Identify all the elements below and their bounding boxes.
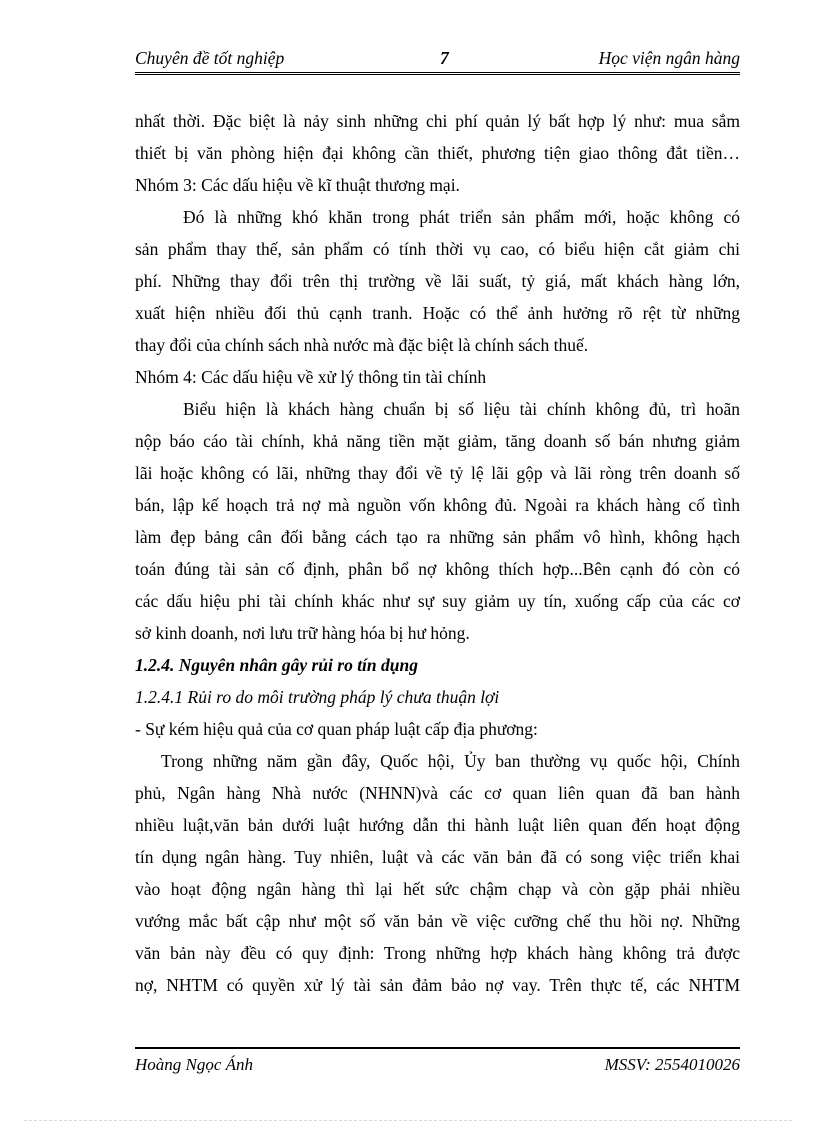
body-line: thiết bị văn phòng hiện đại không cần thiết, phương tiện giao thông đắt tiền…: [135, 143, 740, 163]
body-line: nợ, NHTM có quyền xử lý tài sản đảm bảo nợ vay. Trên thực tế, các NHTM: [135, 975, 740, 995]
group-heading: Nhóm 3: Các dấu hiệu về kĩ thuật thương mại.: [135, 175, 460, 195]
body-line: văn bản này đều có quy định: Trong những hợp khách hàng không trả được: [135, 943, 740, 963]
body-line: thay đổi của chính sách nhà nước mà đặc biệt là chính sách thuế.: [135, 335, 589, 355]
body-line: vào hoạt động ngân hàng thì lại hết sức chậm chạp và còn gặp phải nhiều: [135, 879, 740, 899]
body-line: nhiều luật,văn bản dưới luật hướng dẫn thi hành luật liên quan đến hoạt động: [135, 815, 740, 835]
body-line: bán, lập kế hoạch trả nợ mà nguồn vốn không đủ. Ngoài ra khách hàng cố tình: [135, 495, 740, 515]
body-line: toán đúng tài sản cố định, phân bổ nợ không thích hợp...Bên cạnh đó còn có: [135, 559, 740, 579]
page-boundary: [24, 1120, 792, 1121]
header-title: Chuyên đề tốt nghiệp: [135, 48, 285, 68]
body-line: sở kinh doanh, nơi lưu trữ hàng hóa bị hư hỏng.: [135, 623, 470, 643]
body-line: phủ, Ngân hàng Nhà nước (NHNN)và các cơ quan liên quan đã ban hành: [135, 783, 740, 803]
section-heading: 1.2.4. Nguyên nhân gây rủi ro tín dụng: [135, 655, 418, 675]
footer-rule: [135, 1047, 740, 1049]
body-line: sản phẩm thay thế, sản phẩm có tính thời vụ cao, có biểu hiện cắt giảm chi: [135, 239, 740, 259]
page-header: [135, 48, 740, 72]
body-line: Đó là những khó khăn trong phát triển sản phẩm mới, hoặc không có: [183, 207, 740, 227]
group-heading: Nhóm 4: Các dấu hiệu về xử lý thông tin tài chính: [135, 367, 487, 387]
body-line: - Sự kém hiệu quả của cơ quan pháp luật cấp địa phương:: [135, 719, 538, 739]
subsection-heading: 1.2.4.1 Rủi ro do môi trường pháp lý chưa thuận lợi: [135, 687, 500, 707]
body-line: tín dụng ngân hàng. Tuy nhiên, luật và các văn bản đã có song việc triển khai: [135, 847, 740, 867]
body-line: nộp báo cáo tài chính, khả năng tiền mặt giảm, tăng doanh số bán nhưng giảm: [135, 431, 740, 451]
header-rule: [135, 72, 740, 76]
header-institution: Học viện ngân hàng: [598, 48, 740, 68]
page-number: 7: [440, 48, 449, 68]
body-line: Biểu hiện là khách hàng chuẩn bị số liệu tài chính không đủ, trì hoãn: [183, 399, 740, 419]
body-line: làm đẹp bảng cân đối bằng cách tạo ra những sản phẩm vô hình, không hạch: [135, 527, 740, 547]
body-line: vướng mắc bất cập như một số văn bản về việc cưỡng chế thu hồi nợ. Những: [135, 911, 740, 931]
body-line: nhất thời. Đặc biệt là nảy sinh những chi phí quản lý bất hợp lý như: mua sắm: [135, 111, 740, 131]
body-line: các dấu hiệu phi tài chính khác như sự suy giảm uy tín, xuống cấp của các cơ: [135, 591, 740, 611]
student-id: MSSV: 2554010026: [604, 1055, 740, 1074]
body-line: Trong những năm gần đây, Quốc hội, Ủy ban thường vụ quốc hội, Chính: [161, 751, 740, 771]
body-line: xuất hiện nhiều đối thủ cạnh tranh. Hoặc có thể ảnh hưởng rõ rệt từ những: [135, 303, 740, 323]
body-line: lãi hoặc không có lãi, những thay đổi về tỷ lệ lãi gộp và lãi ròng trên doanh số: [135, 463, 740, 483]
body-line: phí. Những thay đổi trên thị trường về lãi suất, tỷ giá, mất khách hàng lớn,: [135, 271, 740, 291]
author-name: Hoàng Ngọc Ánh: [135, 1055, 254, 1074]
